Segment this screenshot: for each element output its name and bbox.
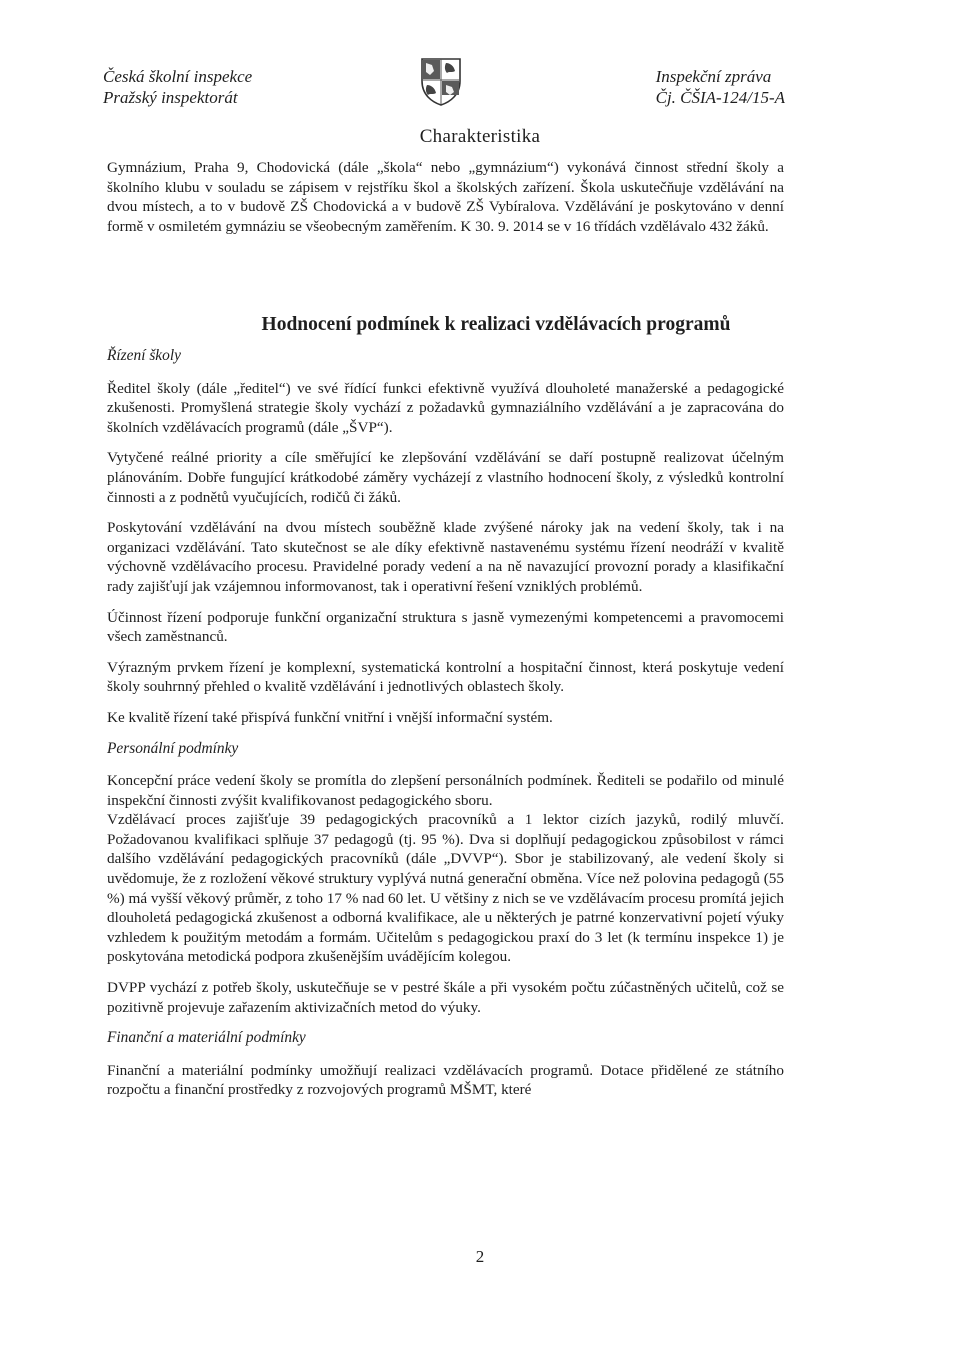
header-doc-ref: Čj. ČŠIA-124/15-A (655, 88, 785, 107)
paragraph: Finanční a materiální podmínky umožňují realizaci vzdělávacích programů. Dotace přidělené ze státního rozpočtu a finanční prostředky z rozvojových programů MŠMT, které (107, 1061, 784, 1099)
header-org-line1: Česká školní inspekce (103, 67, 253, 86)
paragraph: DVPP vychází z potřeb školy, uskutečňuje se v pestré škále a při vysokém počtu zúčastněných učitelů, což se pozitivně projevuje zařazením aktivizačních metod do výuky. (107, 979, 784, 1016)
paragraph: Koncepční práce vedení školy se promítla do zlepšení personálních podmínek. Řediteli se podařilo od minulé inspekční činnosti zvýšit kvalifikovanost pedagogického sboru. (107, 772, 784, 809)
header-doc-type: Inspekční zpráva (655, 67, 772, 86)
charakteristika-paragraph: Gymnázium, Praha 9, Chodovická (dále „škola“ nebo „gymnázium“) vykonává činnost střední školy a školního klubu v souladu se zápisem v rejstříku škol a školských zařízení. Škola uskutečňuje vzdělávání na dvou místech, a to v budově ZŠ Chodovická a v budově ZŠ Vybíralova. Vzdělávání je poskytováno v denní formě v osmiletém gymnáziu se všeobecným zaměřením. K 30. 9. 2014 se v 16 třídách vzdělávalo 432 žáků. (107, 159, 784, 235)
paragraph: Účinnost řízení podporuje funkční organizační struktura s jasně vymezenými kompetencemi a pravomocemi všech zaměstnanců. (107, 608, 784, 646)
paragraph: Poskytování vzdělávání na dvou místech souběžně klade zvýšené nároky jak na vedení školy, tak i na organizaci vzdělávání. Tato skutečnost se ale díky efektivně nastavenému systému řízení neodráží v kvalitě výchovně vzdělávacího procesu. Pravidelné porady vedení a na ně navazující provozní porady a klasifikační rady zajišťují jak vzájemnou informovanost, tak i operativní řešení vzniklých problémů. (107, 519, 784, 595)
page-number: 2 (475, 1247, 485, 1266)
header-org-line2: Pražský inspektorát (103, 88, 238, 107)
paragraph: Vzdělávací proces zajišťuje 39 pedagogických pracovníků a 1 lektor cizích jazyků, rodilý mluvčí. Požadovanou kvalifikaci splňuje 37 pedagogů (tj. 95 %). Dva si doplňují pedagogickou způsobilost v rámci dalšího vzdělávání pedagogických pracovníků (dále „DVVP“). Sbor je stabilizovaný, ale vedení školy si uvědomuje, že z rozložení věkové struktury vyplývá nutná generační obměna. Více než polovina pedagogů (55 %) má vyšší věkový průměr, z toho 17 % nad 60 let. U většiny z nich se ve vzdělávacím procesu promítá jejich dlouholetá pedagogická zkušenost a odborná kvalifikace, ale u některých je patrné konzervativní pojetí výuky vzhledem k použitým metodám a formám. Učitelům s pedagogickou praxí do 3 let (k termínu inspekce 1) je poskytována metodická podpora zkušenějším uvádějícím kolegou. (107, 811, 784, 966)
section-title-charakteristika: Charakteristika (419, 126, 541, 147)
subheading-rizeni-skoly: Řízení školy (107, 347, 181, 364)
czech-coat-of-arms-icon (418, 55, 464, 107)
paragraph: Vytyčené reálné priority a cíle směřující ke zlepšování vzdělávání se daří postupně realizovat účelným plánováním. Dobře fungující krátkodobé záměry vycházejí z vlastního hodnocení školy, z výsledků kontrolní činnosti a z podnětů vyučujících, rodičů či žáků. (107, 449, 784, 506)
header-organization (103, 66, 252, 108)
section-title-hodnoceni: Hodnocení podmínek k realizaci vzdělávacích programů (261, 314, 731, 335)
paragraph: Výrazným prvkem řízení je komplexní, systematická kontrolní a hospitační činnost, která poskytuje vedení školy souhrnný přehled o kvalitě vzdělávání i jednotlivých oblastech školy. (107, 658, 784, 696)
hodnoceni-section (107, 346, 784, 1111)
subheading-personalni-podminky: Personální podmínky (107, 739, 239, 757)
subheading-financni-podminky: Finanční a materiální podmínky (107, 1029, 306, 1047)
header-document-info (656, 66, 785, 108)
paragraph: Ke kvalitě řízení také přispívá funkční vnitřní i vnější informační systém. (107, 708, 553, 726)
paragraph: Ředitel školy (dále „ředitel“) ve své řídící funkci efektivně využívá dlouholeté manažerské a pedagogické zkušenosti. Promyšlená strategie školy vychází z požadavků gymnaziálního vzdělávání a je zapracována do školních vzdělávacích programů (dále „ŠVP“). (107, 379, 784, 436)
charakteristika-section (107, 158, 784, 236)
